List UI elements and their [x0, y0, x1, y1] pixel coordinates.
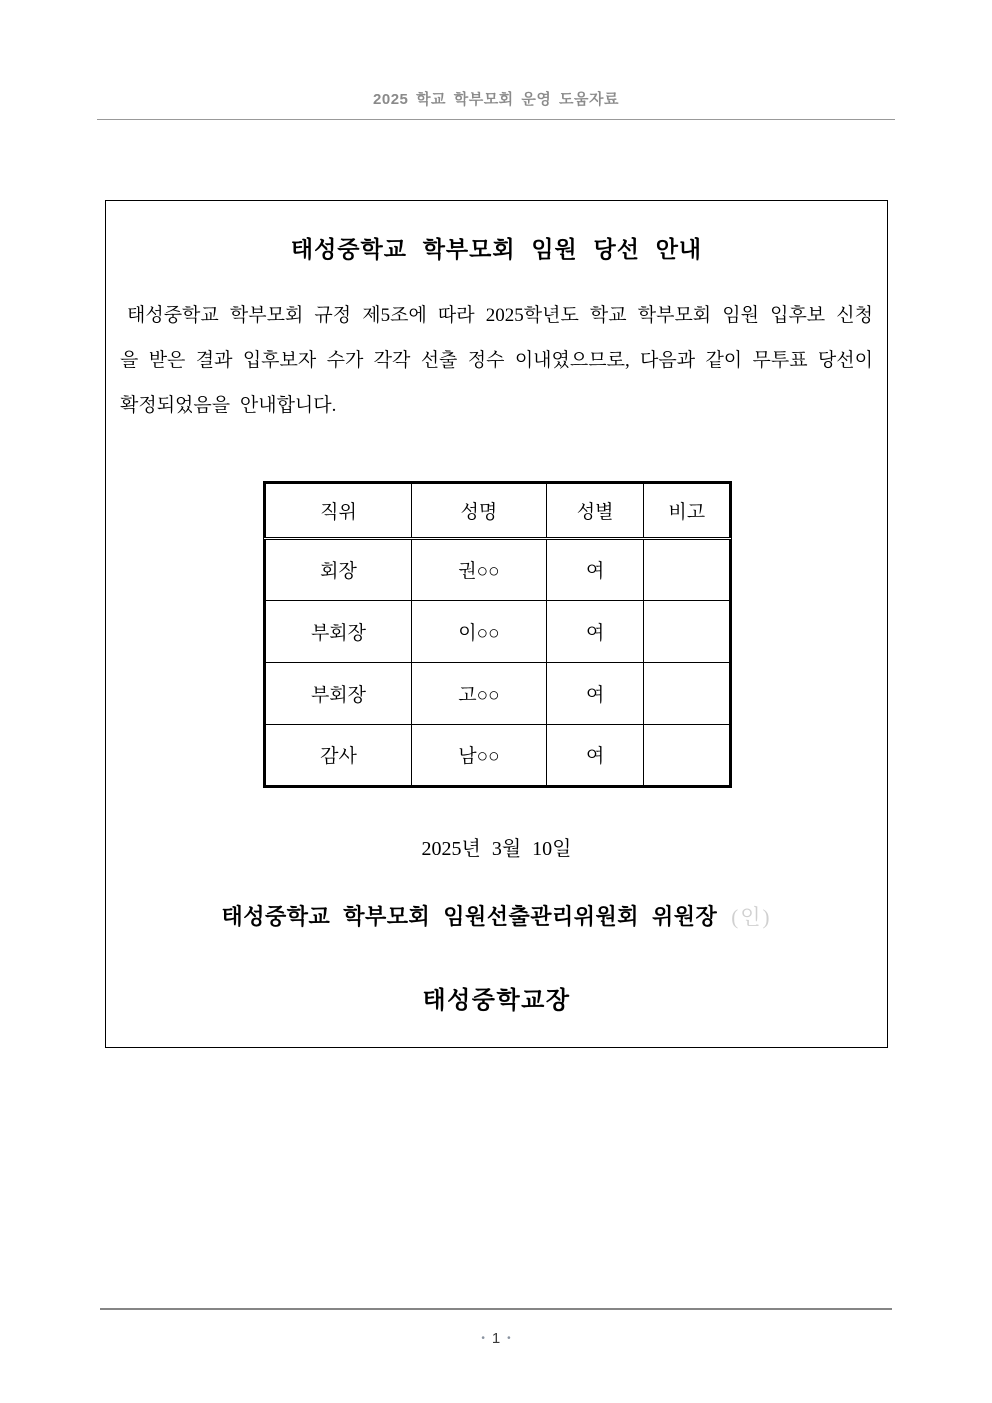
table-header-cell: 성별 — [546, 483, 644, 538]
page-number-right-dot: • — [507, 1333, 511, 1344]
officers-table-body — [265, 538, 730, 786]
table-cell: 부회장 — [265, 600, 411, 662]
seal-placeholder: (인) — [731, 905, 772, 929]
notice-body-paragraph: 태성중학교 학부모회 규정 제5조에 따라 2025학년도 학교 학부모회 임원 입후보 신청을 받은 결과 입후보자 수가 각각 선출 정수 이내였으므로, 다음과 같이 무투표 당선이 확정되었음을 안내합니다. — [120, 305, 873, 416]
table-cell — [644, 538, 730, 600]
table-header-cell: 성명 — [411, 483, 546, 538]
table-cell: 여 — [546, 724, 644, 786]
table-cell: 부회장 — [265, 662, 411, 724]
table-cell — [644, 724, 730, 786]
notice-date: 2025년 3월 10일 — [421, 838, 572, 860]
officers-table-head — [265, 483, 730, 538]
page-number — [0, 1330, 992, 1347]
table-cell: 이○○ — [411, 600, 546, 662]
notice-box — [105, 200, 888, 1048]
footer-rule — [100, 1308, 892, 1310]
officers-table — [264, 482, 731, 787]
notice-title: 태성중학교 학부모회 임원 당선 안내 — [290, 237, 703, 262]
table-header-cell: 직위 — [265, 483, 411, 538]
notice-signer — [106, 900, 887, 931]
table-cell: 권○○ — [411, 538, 546, 600]
table-cell: 감사 — [265, 724, 411, 786]
table-cell: 여 — [546, 538, 644, 600]
table-cell — [644, 600, 730, 662]
page-number-value: 1 — [491, 1330, 501, 1347]
table-row — [265, 600, 730, 662]
table-header-row — [265, 483, 730, 538]
table-cell: 여 — [546, 600, 644, 662]
table-row — [265, 724, 730, 786]
table-cell: 고○○ — [411, 662, 546, 724]
table-row — [265, 538, 730, 600]
table-cell — [644, 662, 730, 724]
header-rule — [97, 119, 895, 120]
table-header-cell: 비고 — [644, 483, 730, 538]
school-head-title: 태성중학교장 — [422, 988, 571, 1014]
table-cell: 회장 — [265, 538, 411, 600]
page-number-left-dot: • — [481, 1333, 485, 1344]
page-header-title: 2025 학교 학부모회 운영 도움자료 — [373, 91, 619, 108]
table-cell: 여 — [546, 662, 644, 724]
table-cell: 남○○ — [411, 724, 546, 786]
table-row — [265, 662, 730, 724]
signer-text: 태성중학교 학부모회 임원선출관리위원회 위원장 — [221, 904, 718, 929]
